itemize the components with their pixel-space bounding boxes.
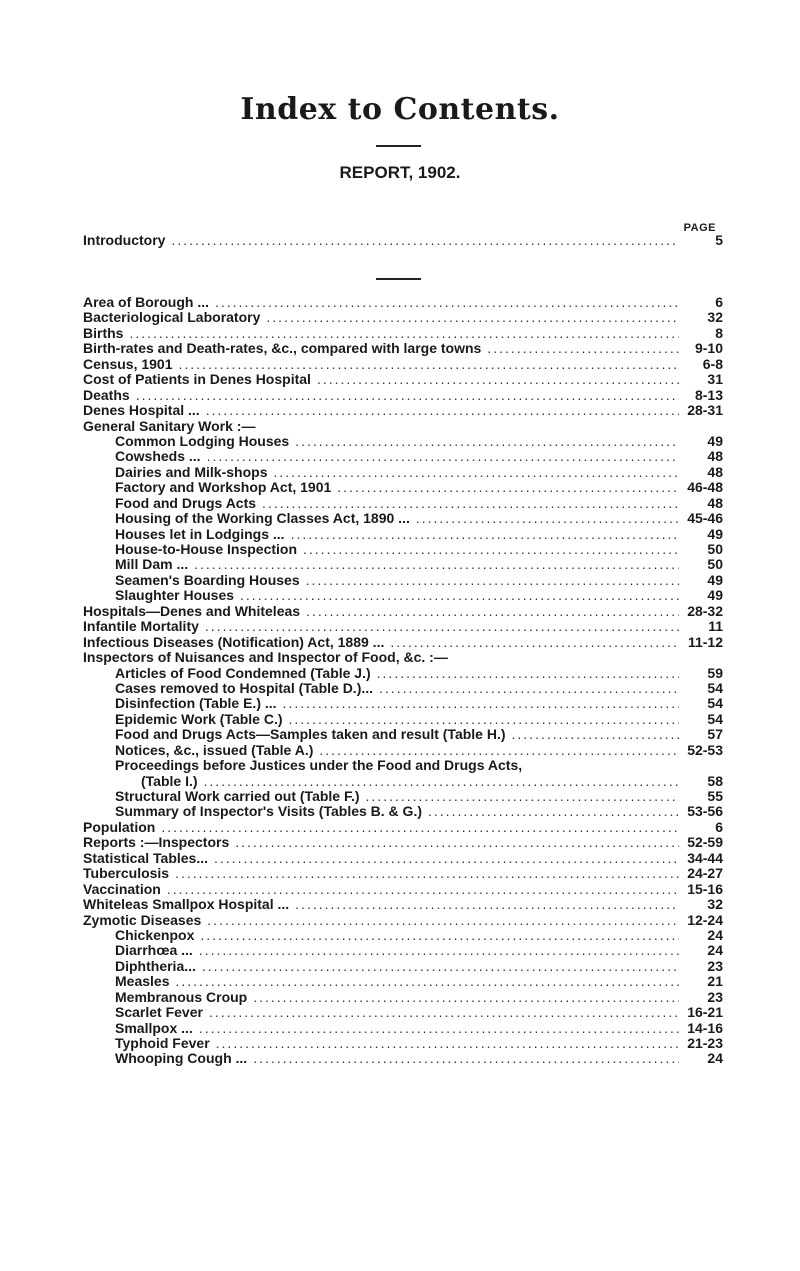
toc-entry-page: 23 <box>707 988 723 1005</box>
toc-entry-page: 49 <box>707 525 723 542</box>
toc-entry[interactable] <box>83 1036 723 1051</box>
toc-entry-label: Whiteleas Smallpox Hospital ... <box>83 896 290 913</box>
dot-leader <box>366 789 679 804</box>
dot-leader <box>319 743 679 758</box>
toc-entry-label: Chickenpox <box>115 926 195 943</box>
toc-entry-page: 50 <box>707 541 723 557</box>
toc-entry-page: 55 <box>707 788 723 804</box>
toc-entry[interactable] <box>83 1021 723 1036</box>
dot-leader <box>171 233 679 248</box>
toc-entry[interactable] <box>83 990 723 1005</box>
toc-entry-label: Disinfection (Table E.) ... <box>115 695 277 712</box>
toc-entry-label: Infectious Diseases (Notification) Act, 1889 ... <box>83 633 385 650</box>
toc-entry-label: House-to-House Inspection <box>115 541 298 557</box>
dot-leader <box>512 727 679 742</box>
toc-entry-label: Dairies and Milk-shops <box>115 463 268 480</box>
toc-entry-page: 15-16 <box>687 880 723 897</box>
toc-entry-page: 24-27 <box>687 865 723 882</box>
toc-entry-label: Housing of the Working Classes Act, 1890 ... <box>115 510 410 527</box>
toc-entry-label: Area of Borough ... <box>83 294 209 310</box>
toc-entry[interactable] <box>83 820 723 835</box>
toc-entry-page: 49 <box>707 571 723 588</box>
toc-entry-label: General Sanitary Work :— <box>83 417 256 434</box>
toc-entry-page: 31 <box>707 371 723 388</box>
toc-entry-label: Common Lodging Houses <box>115 432 290 449</box>
toc-entry[interactable] <box>83 650 723 665</box>
dot-leader <box>167 882 679 897</box>
toc-entry-page: 57 <box>707 726 723 743</box>
toc-entry-page: 8-13 <box>694 386 723 403</box>
dot-leader <box>379 681 679 696</box>
toc-entry[interactable] <box>83 449 723 464</box>
toc-entry-page: 28-32 <box>687 602 723 619</box>
toc-entry-label: Population <box>83 818 156 835</box>
toc-entry-page: 46-48 <box>687 479 723 496</box>
toc-entry-label: Births <box>83 324 124 341</box>
toc-entry[interactable] <box>83 727 723 742</box>
dot-leader <box>179 357 680 372</box>
toc-entry-label: Membranous Croup <box>115 988 248 1005</box>
toc-entry-label: Census, 1901 <box>83 355 173 372</box>
toc-entry[interactable] <box>83 434 723 449</box>
toc-entry[interactable] <box>83 403 723 418</box>
toc-entry[interactable] <box>83 712 723 727</box>
dot-leader <box>303 542 679 557</box>
dot-leader <box>199 1021 679 1036</box>
dot-leader <box>317 372 679 387</box>
page-title: Index to Contents. <box>240 92 560 127</box>
toc-entry[interactable] <box>83 789 723 804</box>
toc-entry[interactable] <box>83 974 723 989</box>
toc-entry-label: Measles <box>115 973 170 990</box>
toc-entry-page: 28-31 <box>687 402 723 419</box>
toc-entry[interactable] <box>83 851 723 866</box>
toc-entry[interactable] <box>83 681 723 696</box>
toc-entry-page: 16-21 <box>687 1004 723 1021</box>
toc-entry-label: Inspectors of Nuisances and Inspector of Food, &c. :— <box>83 649 448 666</box>
toc-entry-label: (Table I.) <box>141 772 198 789</box>
toc-entry-page: 48 <box>707 463 723 480</box>
toc-entry-label: Proceedings before Justices under the Food and Drugs Acts, <box>115 757 523 774</box>
toc-entry-page: 32 <box>707 896 723 913</box>
toc-entry-page: 45-46 <box>687 510 723 527</box>
dot-leader <box>194 557 679 572</box>
toc-entry[interactable] <box>83 804 723 819</box>
toc-entry-label: Cost of Patients in Denes Hospital <box>83 371 311 388</box>
dot-leader <box>216 1036 679 1051</box>
dot-leader <box>202 959 679 974</box>
toc-entry-page: 48 <box>707 448 723 465</box>
dot-leader <box>337 480 679 495</box>
toc-entry-page: 24 <box>707 942 723 959</box>
dot-leader <box>199 943 679 958</box>
toc-entry[interactable] <box>83 913 723 928</box>
toc-entry-page: 53-56 <box>687 803 723 820</box>
toc-entry-page: 49 <box>707 432 723 449</box>
toc-entry-label: Smallpox ... <box>115 1019 193 1036</box>
toc-entry-label: Diphtheria... <box>115 957 196 974</box>
toc-entry-page: 14-16 <box>687 1019 723 1036</box>
dot-leader <box>289 712 679 727</box>
toc-entry-label: Deaths <box>83 386 130 403</box>
toc-entry[interactable] <box>83 666 723 681</box>
toc-entry-page: 5 <box>715 232 723 248</box>
toc-entry-label: Food and Drugs Acts—Samples taken and result (Table H.) <box>115 726 506 743</box>
toc-entry-label: Whooping Cough ... <box>115 1050 248 1067</box>
dot-leader <box>253 1051 679 1066</box>
toc-entry-page: 8 <box>715 324 723 341</box>
dot-leader <box>207 449 679 464</box>
dot-leader <box>206 403 679 418</box>
toc-entry-page: 21 <box>707 973 723 990</box>
toc-entry-page: 23 <box>707 957 723 974</box>
toc-entry[interactable] <box>83 388 723 403</box>
toc-entry-label: Introductory <box>83 232 166 248</box>
toc-entry-introductory[interactable] <box>83 233 723 248</box>
toc-entry-label: Seamen's Boarding Houses <box>115 571 300 588</box>
dot-leader <box>214 851 679 866</box>
toc-entry[interactable] <box>83 758 723 773</box>
toc-entry-page: 32 <box>707 309 723 326</box>
toc-entry[interactable] <box>83 928 723 943</box>
toc-entry-page: 24 <box>707 1050 723 1067</box>
toc-entry-page: 12-24 <box>687 911 723 928</box>
dot-leader <box>235 835 679 850</box>
toc-entry-page: 54 <box>707 695 723 712</box>
toc-entry[interactable] <box>83 635 723 650</box>
toc-entry[interactable] <box>83 480 723 495</box>
toc-entry-page: 6-8 <box>702 355 723 372</box>
dot-leader <box>416 511 679 526</box>
toc-entry-page: 50 <box>707 556 723 573</box>
toc-entry-page: 59 <box>707 664 723 681</box>
dot-leader <box>306 604 679 619</box>
toc-entry-page: 24 <box>707 926 723 943</box>
toc-entry[interactable] <box>83 527 723 542</box>
toc-entry-page: 54 <box>707 710 723 727</box>
toc-entry-label: Vaccination <box>83 880 161 897</box>
dot-leader <box>266 310 679 325</box>
toc-entry[interactable] <box>83 496 723 511</box>
dot-leader <box>253 990 679 1005</box>
dot-leader <box>291 527 679 542</box>
toc-entry[interactable] <box>83 959 723 974</box>
toc-entry-label: Diarrhœa ... <box>115 942 193 959</box>
toc-entry-page: 54 <box>707 679 723 696</box>
dot-leader <box>209 1005 679 1020</box>
toc-entry-label: Articles of Food Condemned (Table J.) <box>115 664 371 681</box>
dot-leader <box>175 866 679 881</box>
introductory-section <box>83 233 723 248</box>
toc-entry-page: 49 <box>707 587 723 604</box>
dot-leader <box>390 635 679 650</box>
toc-entry-page: 9-10 <box>694 340 723 357</box>
toc-entry-label: Reports :—Inspectors <box>83 834 230 851</box>
report-subtitle: REPORT, 1902. <box>339 163 461 182</box>
toc-entry-label: Slaughter Houses <box>115 587 235 604</box>
toc-entry-label: Food and Drugs Acts <box>115 494 257 511</box>
toc-entry-page: 52-53 <box>687 741 723 758</box>
dot-leader <box>240 588 679 603</box>
toc-entry-label: Birth-rates and Death-rates, &c., compared with large towns <box>83 340 482 357</box>
toc-entry-label: Epidemic Work (Table C.) <box>115 710 283 727</box>
toc-entry[interactable] <box>83 897 723 912</box>
toc-entry[interactable] <box>83 835 723 850</box>
dot-leader <box>204 774 679 789</box>
dot-leader <box>205 619 679 634</box>
toc-entry-label: Structural Work carried out (Table F.) <box>115 788 360 804</box>
dot-leader <box>273 465 679 480</box>
dot-leader <box>175 974 679 989</box>
dot-leader <box>487 341 679 356</box>
title-rule <box>376 145 421 147</box>
toc-entry-label: Scarlet Fever <box>115 1004 203 1021</box>
toc-entry-label: Infantile Mortality <box>83 618 199 635</box>
toc-entry-page: 6 <box>715 294 723 310</box>
toc-entry-label: Houses let in Lodgings ... <box>115 525 285 542</box>
toc-entry-label: Statistical Tables... <box>83 849 209 866</box>
toc-entry[interactable] <box>83 465 723 480</box>
toc-entry-page: 21-23 <box>687 1035 723 1051</box>
toc-entry[interactable] <box>83 696 723 711</box>
page-column-header: PAGE <box>683 222 716 234</box>
toc-entry[interactable] <box>83 511 723 526</box>
toc-entry-page: 52-59 <box>687 834 723 851</box>
toc-entry-label: Notices, &c., issued (Table A.) <box>115 741 314 758</box>
toc-entry-label: Hospitals—Denes and Whiteleas <box>83 602 301 619</box>
toc-entry[interactable] <box>83 1051 723 1066</box>
toc-entry-page: 6 <box>715 818 723 835</box>
dot-leader <box>136 388 679 403</box>
toc-entry[interactable] <box>83 372 723 387</box>
dot-leader <box>262 496 679 511</box>
toc-entry[interactable] <box>83 295 723 310</box>
toc-entry[interactable] <box>83 573 723 588</box>
dot-leader <box>306 573 679 588</box>
dot-leader <box>283 696 679 711</box>
toc-entry[interactable] <box>83 743 723 758</box>
toc-entry[interactable] <box>83 1005 723 1020</box>
dot-leader <box>161 820 679 835</box>
dot-leader <box>295 434 679 449</box>
toc-entry-label: Cowsheds ... <box>115 448 201 465</box>
toc-entry-label: Denes Hospital ... <box>83 402 200 419</box>
toc-entry[interactable] <box>83 943 723 958</box>
toc-entry-page: 34-44 <box>687 849 723 866</box>
toc-entry-label: Factory and Workshop Act, 1901 <box>115 479 332 496</box>
toc-entry[interactable] <box>83 341 723 356</box>
toc-entry-label: Tuberculosis <box>83 865 170 882</box>
toc-entry-page: 11 <box>708 618 723 635</box>
toc-entry[interactable] <box>83 419 723 434</box>
dot-leader <box>295 897 679 912</box>
toc-entry-label: Zymotic Diseases <box>83 911 202 928</box>
toc-entry[interactable] <box>83 357 723 372</box>
dot-leader <box>129 326 679 341</box>
dot-leader <box>428 804 679 819</box>
toc-list <box>83 295 723 1067</box>
section-rule <box>376 278 421 280</box>
dot-leader <box>215 295 679 310</box>
toc-entry[interactable] <box>83 588 723 603</box>
toc-entry-label: Cases removed to Hospital (Table D.)... <box>115 679 374 696</box>
toc-entry-page: 11-12 <box>687 633 723 650</box>
toc-entry-label: Bacteriological Laboratory <box>83 309 261 326</box>
toc-entry[interactable] <box>83 310 723 325</box>
toc-entry[interactable] <box>83 619 723 634</box>
toc-entry[interactable] <box>83 774 723 789</box>
toc-entry[interactable] <box>83 882 723 897</box>
dot-leader <box>200 928 679 943</box>
toc-entry[interactable] <box>83 604 723 619</box>
toc-entry-label: Typhoid Fever <box>115 1035 210 1051</box>
dot-leader <box>377 666 679 681</box>
toc-entry-label: Summary of Inspector's Visits (Tables B. & G.) <box>115 803 423 820</box>
toc-entry-label: Mill Dam ... <box>115 556 189 573</box>
toc-entry[interactable] <box>83 542 723 557</box>
toc-entry-page: 58 <box>707 772 723 789</box>
toc-entry-page: 48 <box>707 494 723 511</box>
dot-leader <box>207 913 679 928</box>
toc-entry[interactable] <box>83 326 723 341</box>
toc-entry[interactable] <box>83 557 723 572</box>
toc-entry[interactable] <box>83 866 723 881</box>
